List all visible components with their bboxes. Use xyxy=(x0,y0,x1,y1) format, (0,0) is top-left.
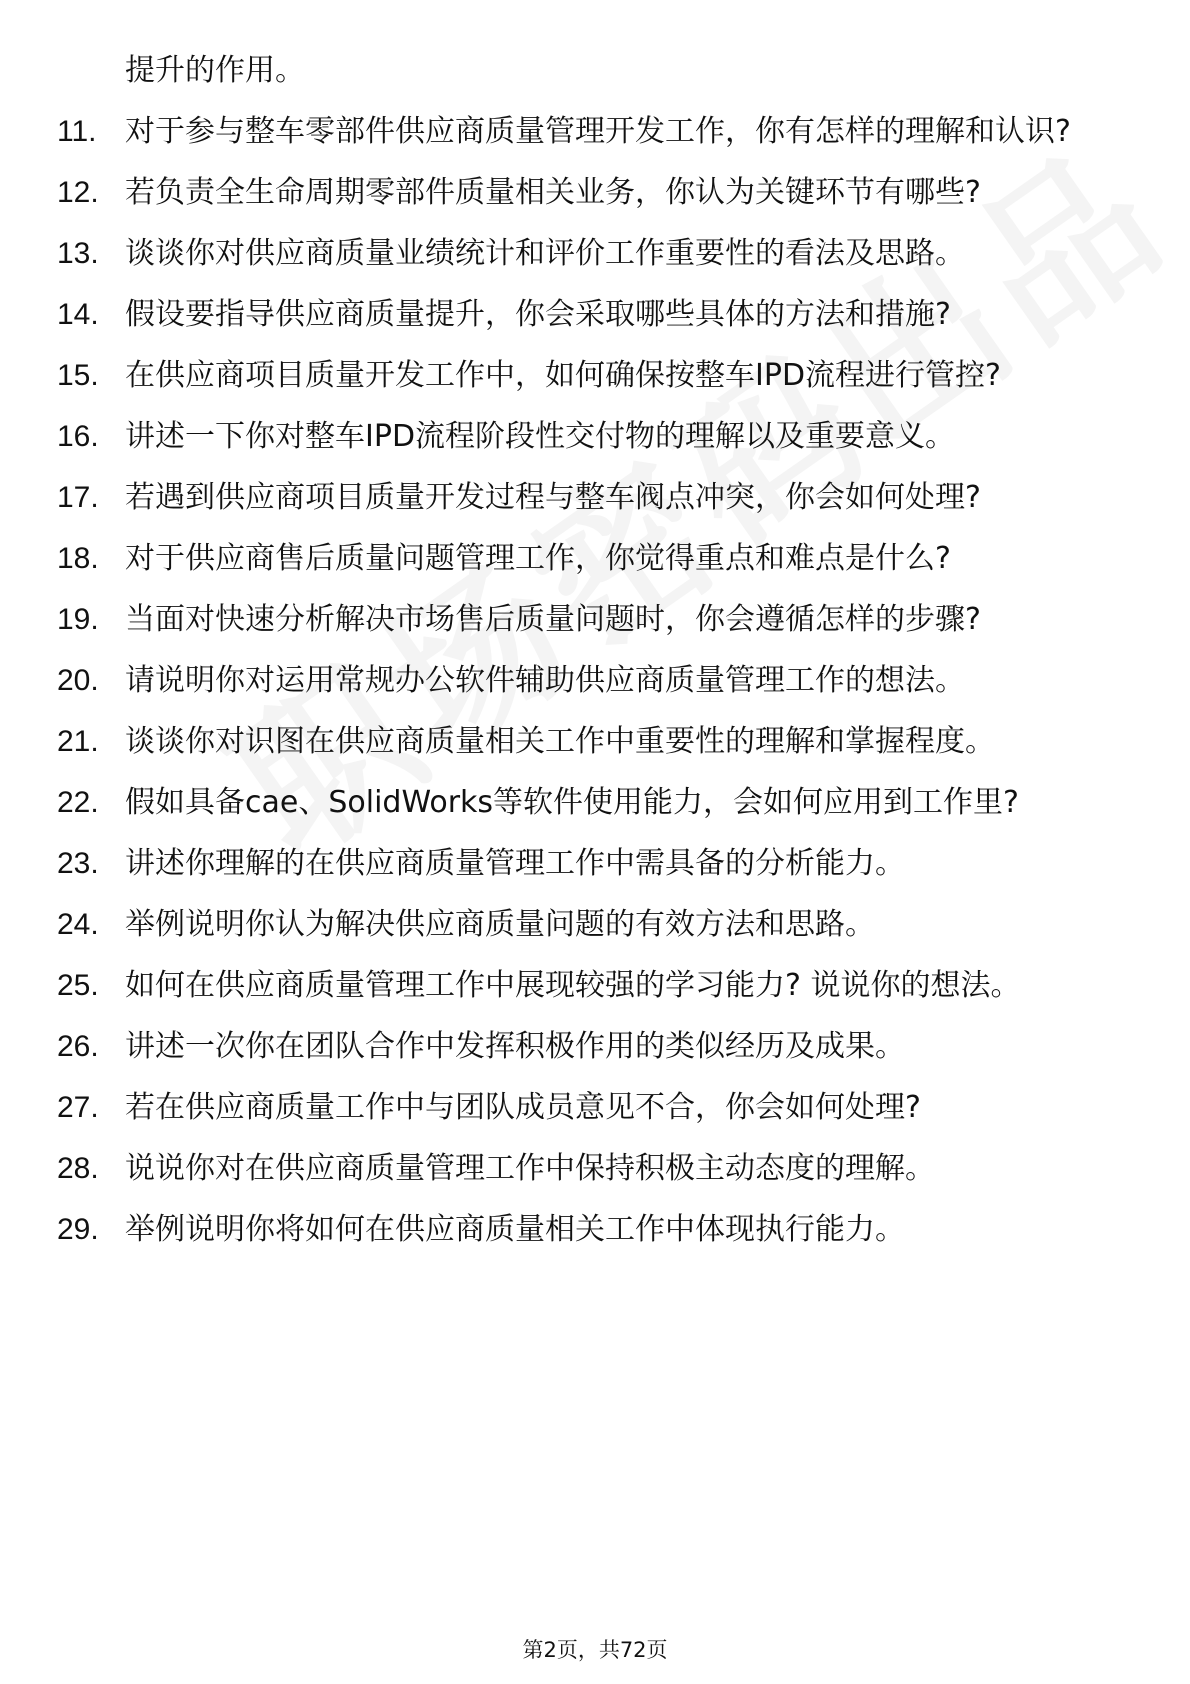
question-item xyxy=(57,723,1105,760)
question-item xyxy=(57,479,1105,516)
question-text: 若遇到供应商项目质量开发过程与整车阀点冲突，你会如何处理? xyxy=(125,480,981,515)
question-number: 26. xyxy=(57,1030,99,1063)
question-item xyxy=(57,235,1105,272)
question-number: 20. xyxy=(57,664,99,697)
question-number: 17. xyxy=(57,481,99,514)
question-number: 29. xyxy=(57,1213,99,1246)
question-item xyxy=(57,784,1105,821)
question-text: 对于供应商售后质量问题管理工作，你觉得重点和难点是什么? xyxy=(125,541,951,576)
question-number: 15. xyxy=(57,359,99,392)
question-content xyxy=(0,52,1190,1272)
question-item xyxy=(57,357,1105,394)
question-text: 在供应商项目质量开发工作中，如何确保按整车IPD流程进行管控? xyxy=(125,358,1001,393)
question-text: 讲述一下你对整车IPD流程阶段性交付物的理解以及重要意义。 xyxy=(125,419,956,454)
question-item xyxy=(57,296,1105,333)
question-text: 当面对快速分析解决市场售后质量问题时，你会遵循怎样的步骤? xyxy=(125,602,981,637)
question-item xyxy=(57,1089,1105,1126)
question-number: 16. xyxy=(57,420,99,453)
question-text: 谈谈你对识图在供应商质量相关工作中重要性的理解和掌握程度。 xyxy=(125,724,995,759)
question-item xyxy=(57,601,1105,638)
question-number: 18. xyxy=(57,542,99,575)
question-item xyxy=(57,967,1105,1004)
question-number: 14. xyxy=(57,298,99,331)
question-number: 11. xyxy=(57,115,97,148)
question-number: 13. xyxy=(57,237,99,270)
question-text: 假设要指导供应商质量提升，你会采取哪些具体的方法和措施? xyxy=(125,297,951,332)
question-number: 27. xyxy=(57,1091,99,1124)
question-text: 若在供应商质量工作中与团队成员意见不合，你会如何处理? xyxy=(125,1090,921,1125)
question-text: 讲述一次你在团队合作中发挥积极作用的类似经历及成果。 xyxy=(125,1029,905,1064)
question-item xyxy=(57,174,1105,211)
question-number: 28. xyxy=(57,1152,99,1185)
question-text: 请说明你对运用常规办公软件辅助供应商质量管理工作的想法。 xyxy=(125,663,965,698)
question-text: 假如具备cae、SolidWorks等软件使用能力，会如何应用到工作里? xyxy=(125,785,1019,820)
question-item xyxy=(57,662,1105,699)
question-text: 讲述你理解的在供应商质量管理工作中需具备的分析能力。 xyxy=(125,846,905,881)
question-number: 22. xyxy=(57,786,99,819)
continuation-text: 提升的作用。 xyxy=(125,53,305,88)
question-number: 21. xyxy=(57,725,99,758)
question-number: 25. xyxy=(57,969,99,1002)
question-item xyxy=(57,113,1105,150)
question-item xyxy=(57,1211,1105,1248)
question-number: 24. xyxy=(57,908,99,941)
question-number: 19. xyxy=(57,603,99,636)
question-number: 12. xyxy=(57,176,99,209)
question-text: 如何在供应商质量管理工作中展现较强的学习能力? 说说你的想法。 xyxy=(125,968,1021,1003)
question-text: 谈谈你对供应商质量业绩统计和评价工作重要性的看法及思路。 xyxy=(125,236,965,271)
question-item xyxy=(57,1028,1105,1065)
question-text: 说说你对在供应商质量管理工作中保持积极主动态度的理解。 xyxy=(125,1151,935,1186)
question-text: 举例说明你将如何在供应商质量相关工作中体现执行能力。 xyxy=(125,1212,905,1247)
question-item xyxy=(57,1150,1105,1187)
question-item xyxy=(57,845,1105,882)
question-text: 对于参与整车零部件供应商质量管理开发工作，你有怎样的理解和认识? xyxy=(125,114,1071,149)
question-item xyxy=(57,906,1105,943)
page-footer: 第2页，共72页 xyxy=(522,1638,668,1662)
question-text: 举例说明你认为解决供应商质量问题的有效方法和思路。 xyxy=(125,907,875,942)
question-item xyxy=(57,418,1105,455)
question-list xyxy=(0,113,1190,1248)
question-text: 若负责全生命周期零部件质量相关业务，你认为关键环节有哪些? xyxy=(125,175,981,210)
question-item xyxy=(57,540,1105,577)
question-number: 23. xyxy=(57,847,99,880)
